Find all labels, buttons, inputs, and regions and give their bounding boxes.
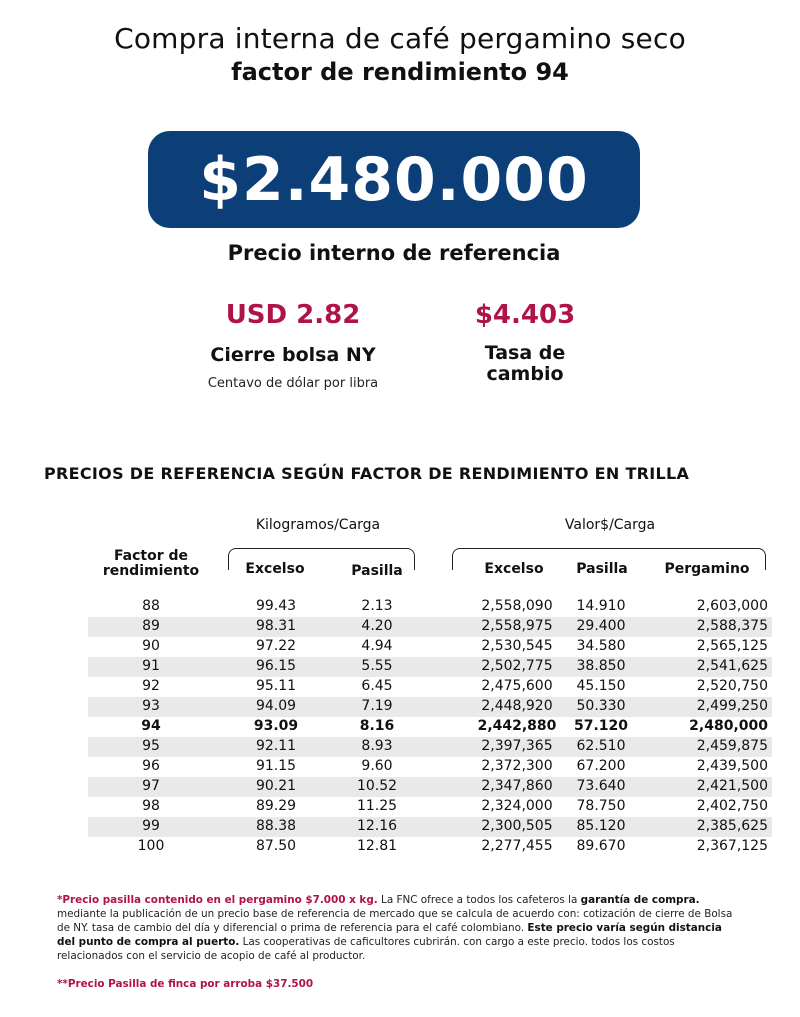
cell-kg-excelso: 97.22: [255, 638, 297, 654]
col-header-kg-excelso: Excelso: [245, 561, 305, 577]
cell-value-pasilla: 73.640: [576, 778, 626, 794]
cell-value-pasilla: 29.400: [576, 618, 626, 634]
cell-factor: 100: [137, 838, 165, 854]
cell-kg-excelso: 93.09: [253, 718, 299, 734]
table-row: [88, 837, 772, 857]
cell-value-pasilla: 78.750: [576, 798, 626, 814]
cell-value-pasilla: 38.850: [576, 658, 626, 674]
cell-value-pergamino: 2,499,250: [696, 698, 768, 714]
cell-value-pergamino: 2,565,125: [696, 638, 768, 654]
col-header-value-excelso: Excelso: [484, 561, 544, 577]
main-price-value: $2.480.000: [199, 144, 589, 215]
col-header-kg-pasilla: Pasilla: [351, 563, 403, 579]
col-header-factor-line1: Factor de: [113, 548, 189, 564]
table-row: [88, 677, 772, 697]
table-row: [88, 597, 772, 617]
ny-close-value: USD 2.82: [225, 300, 361, 330]
cell-kg-excelso: 89.29: [255, 798, 297, 814]
cell-value-pergamino: 2,520,750: [696, 678, 768, 694]
cell-value-pasilla: 45.150: [576, 678, 626, 694]
cell-value-excelso: 2,558,090: [481, 598, 553, 614]
cell-value-excelso: 2,448,920: [481, 698, 553, 714]
table-row: [88, 777, 772, 797]
cell-value-pergamino: 2,421,500: [696, 778, 768, 794]
cell-kg-excelso: 91.15: [255, 758, 297, 774]
price-table-body: [88, 597, 772, 857]
cell-factor: 92: [142, 678, 160, 694]
footnote-bold-a: garantía de compra.: [580, 894, 700, 906]
table-row: [88, 697, 772, 717]
cell-factor: 88: [142, 598, 160, 614]
cell-value-pasilla: 34.580: [576, 638, 626, 654]
finca-price-note: **Precio Pasilla de finca por arroba $37.500: [57, 978, 314, 990]
cell-kg-excelso: 87.50: [255, 838, 297, 854]
cell-value-excelso: 2,442,880: [477, 718, 557, 734]
exchange-rate-label-line1: Tasa de: [484, 342, 566, 364]
cell-value-excelso: 2,475,600: [481, 678, 553, 694]
cell-kg-excelso: 92.11: [255, 738, 297, 754]
cell-kg-pasilla: 5.55: [361, 658, 393, 674]
footnote-text-b: mediante la publicación de un precio base de referencia de mercado que se calcula de acuerdo con: cotización de cierre de Bolsa de NY. tasa de cambio del día y diferencial o prima de referencia para el café colombiano.: [57, 908, 733, 934]
cell-kg-pasilla: 8.16: [359, 718, 395, 734]
table-row: [88, 617, 772, 637]
cell-value-pergamino: 2,439,500: [696, 758, 768, 774]
cell-value-pasilla: 57.120: [573, 718, 629, 734]
cell-value-pasilla: 85.120: [576, 818, 626, 834]
table-row: [88, 817, 772, 837]
cell-value-excelso: 2,277,455: [481, 838, 553, 854]
cell-value-pergamino: 2,588,375: [696, 618, 768, 634]
main-price-label: Precio interno de referencia: [227, 241, 561, 265]
page-title: Compra interna de café pergamino seco: [114, 22, 686, 55]
cell-value-excelso: 2,502,775: [481, 658, 553, 674]
table-row: [88, 637, 772, 657]
main-price-box: [148, 131, 640, 228]
exchange-rate-label-line2: cambio: [486, 363, 564, 385]
cell-value-pergamino: 2,367,125: [696, 838, 768, 854]
cell-factor: 97: [142, 778, 160, 794]
cell-kg-pasilla: 7.19: [361, 698, 393, 714]
exchange-rate-value: $4.403: [474, 300, 576, 330]
cell-kg-pasilla: 2.13: [361, 598, 393, 614]
cell-factor: 93: [142, 698, 160, 714]
cell-kg-pasilla: 12.81: [356, 838, 398, 854]
cell-factor: 95: [142, 738, 160, 754]
cell-value-pasilla: 14.910: [576, 598, 626, 614]
table-row: [88, 737, 772, 757]
cell-value-excelso: 2,347,860: [481, 778, 553, 794]
cell-factor: 99: [142, 818, 160, 834]
cell-kg-pasilla: 11.25: [356, 798, 398, 814]
ny-close-sublabel: Centavo de dólar por libra: [207, 376, 379, 391]
ny-close-label: Cierre bolsa NY: [210, 344, 376, 366]
cell-value-excelso: 2,397,365: [481, 738, 553, 754]
cell-value-pergamino: 2,541,625: [696, 658, 768, 674]
cell-kg-excelso: 99.43: [255, 598, 297, 614]
cell-value-pergamino: 2,459,875: [696, 738, 768, 754]
cell-kg-pasilla: 4.20: [361, 618, 393, 634]
table-row: [88, 797, 772, 817]
footnote-text-c: Las cooperativas de caficultores cubrirán. con cargo a este precio. todos los costos relacionados con el servicio de acopio de café al productor.: [57, 936, 675, 962]
exchange-rate-label: [440, 343, 610, 385]
cell-kg-pasilla: 12.16: [356, 818, 398, 834]
cell-value-excelso: 2,324,000: [481, 798, 553, 814]
cell-factor: 89: [142, 618, 160, 634]
cell-kg-excelso: 94.09: [255, 698, 297, 714]
group-header-value: Valor$/Carga: [564, 517, 656, 533]
table-section-title: PRECIOS DE REFERENCIA SEGÚN FACTOR DE RENDIMIENTO EN TRILLA: [44, 464, 690, 483]
footnote-bold-b: Este precio varía según distancia del punto de compra al puerto.: [57, 922, 722, 948]
cell-value-pasilla: 67.200: [576, 758, 626, 774]
cell-factor: 91: [142, 658, 160, 674]
col-header-factor-line2: rendimiento: [102, 563, 200, 579]
cell-kg-pasilla: 4.94: [361, 638, 393, 654]
page-subtitle: factor de rendimiento 94: [231, 58, 569, 86]
cell-value-excelso: 2,372,300: [481, 758, 553, 774]
cell-factor: 96: [142, 758, 160, 774]
cell-kg-pasilla: 8.93: [361, 738, 393, 754]
cell-value-excelso: 2,530,545: [481, 638, 553, 654]
cell-kg-excelso: 96.15: [255, 658, 297, 674]
cell-value-pergamino: 2,385,625: [696, 818, 768, 834]
table-row-highlighted: [88, 717, 772, 737]
footnote-text-a: La FNC ofrece a todos los cafeteros la: [377, 894, 581, 906]
cell-value-excelso: 2,300,505: [481, 818, 553, 834]
cell-kg-pasilla: 9.60: [361, 758, 393, 774]
table-row: [88, 757, 772, 777]
col-header-value-pasilla: Pasilla: [576, 561, 628, 577]
cell-kg-excelso: 90.21: [255, 778, 297, 794]
cell-kg-excelso: 98.31: [255, 618, 297, 634]
col-header-factor: [92, 549, 210, 579]
table-row: [88, 657, 772, 677]
pasilla-price-note: *Precio pasilla contenido en el pergamino $7.000 x kg.: [57, 894, 378, 906]
cell-factor: 94: [141, 718, 161, 734]
footnote-paragraph: [57, 893, 737, 963]
cell-value-pergamino: 2,480,000: [689, 718, 768, 734]
cell-factor: 90: [142, 638, 160, 654]
cell-value-pasilla: 89.670: [576, 838, 626, 854]
cell-value-pergamino: 2,603,000: [696, 598, 768, 614]
cell-kg-pasilla: 6.45: [361, 678, 393, 694]
cell-factor: 98: [142, 798, 160, 814]
cell-value-pasilla: 62.510: [576, 738, 626, 754]
cell-kg-excelso: 95.11: [255, 678, 297, 694]
cell-value-pasilla: 50.330: [576, 698, 626, 714]
col-header-value-pergamino: Pergamino: [664, 561, 750, 577]
group-header-kg: Kilogramos/Carga: [255, 517, 381, 533]
cell-value-excelso: 2,558,975: [481, 618, 553, 634]
cell-kg-excelso: 88.38: [255, 818, 297, 834]
cell-value-pergamino: 2,402,750: [696, 798, 768, 814]
cell-kg-pasilla: 10.52: [356, 778, 398, 794]
